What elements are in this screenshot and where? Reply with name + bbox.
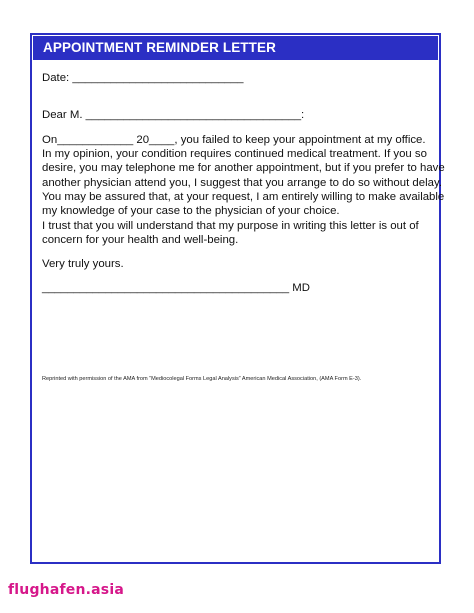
letter-frame [30, 33, 445, 564]
reprint-footnote: Reprinted with permission of the AMA from “Mediocolegal Forms Legal Analysis” American Medical Association, (AMA Form E-3). [42, 376, 362, 382]
body-paragraph-2-line: concern for your health and well-being. [42, 234, 239, 247]
body-paragraph-1-line: In my opinion, your condition requires continued medical treatment. If you so [42, 148, 427, 161]
body-paragraph-2-line: I trust that you will understand that my purpose in writing this letter is out of [42, 220, 419, 232]
body-paragraph-1-line: You may be assured that, at your request, I am entirely willing to make available [42, 190, 445, 203]
body-paragraph-1-line: desire, you may telephone me for another appointment, but if you prefer to have [42, 162, 445, 175]
body-paragraph-1-line: another physician attend you, I suggest that you arrange to do so without delay. [42, 176, 442, 189]
signature-line: _______________________________________ MD [42, 282, 310, 294]
date-line: Date: ___________________________ [42, 72, 244, 84]
closing-line: Very truly yours. [42, 258, 124, 270]
body-paragraph-1 [42, 133, 445, 218]
body-paragraph-1-line: On____________ 20____, you failed to keep your appointment at my office. [42, 134, 426, 146]
body-paragraph-1-line: my knowledge of your case to the physician of your choice. [42, 205, 340, 218]
letter-title: APPOINTMENT REMINDER LETTER [33, 36, 438, 60]
body-paragraph-2 [42, 219, 434, 247]
salutation-line: Dear M. __________________________________: [42, 109, 305, 121]
watermark-text: flughafen.asia [8, 582, 124, 598]
